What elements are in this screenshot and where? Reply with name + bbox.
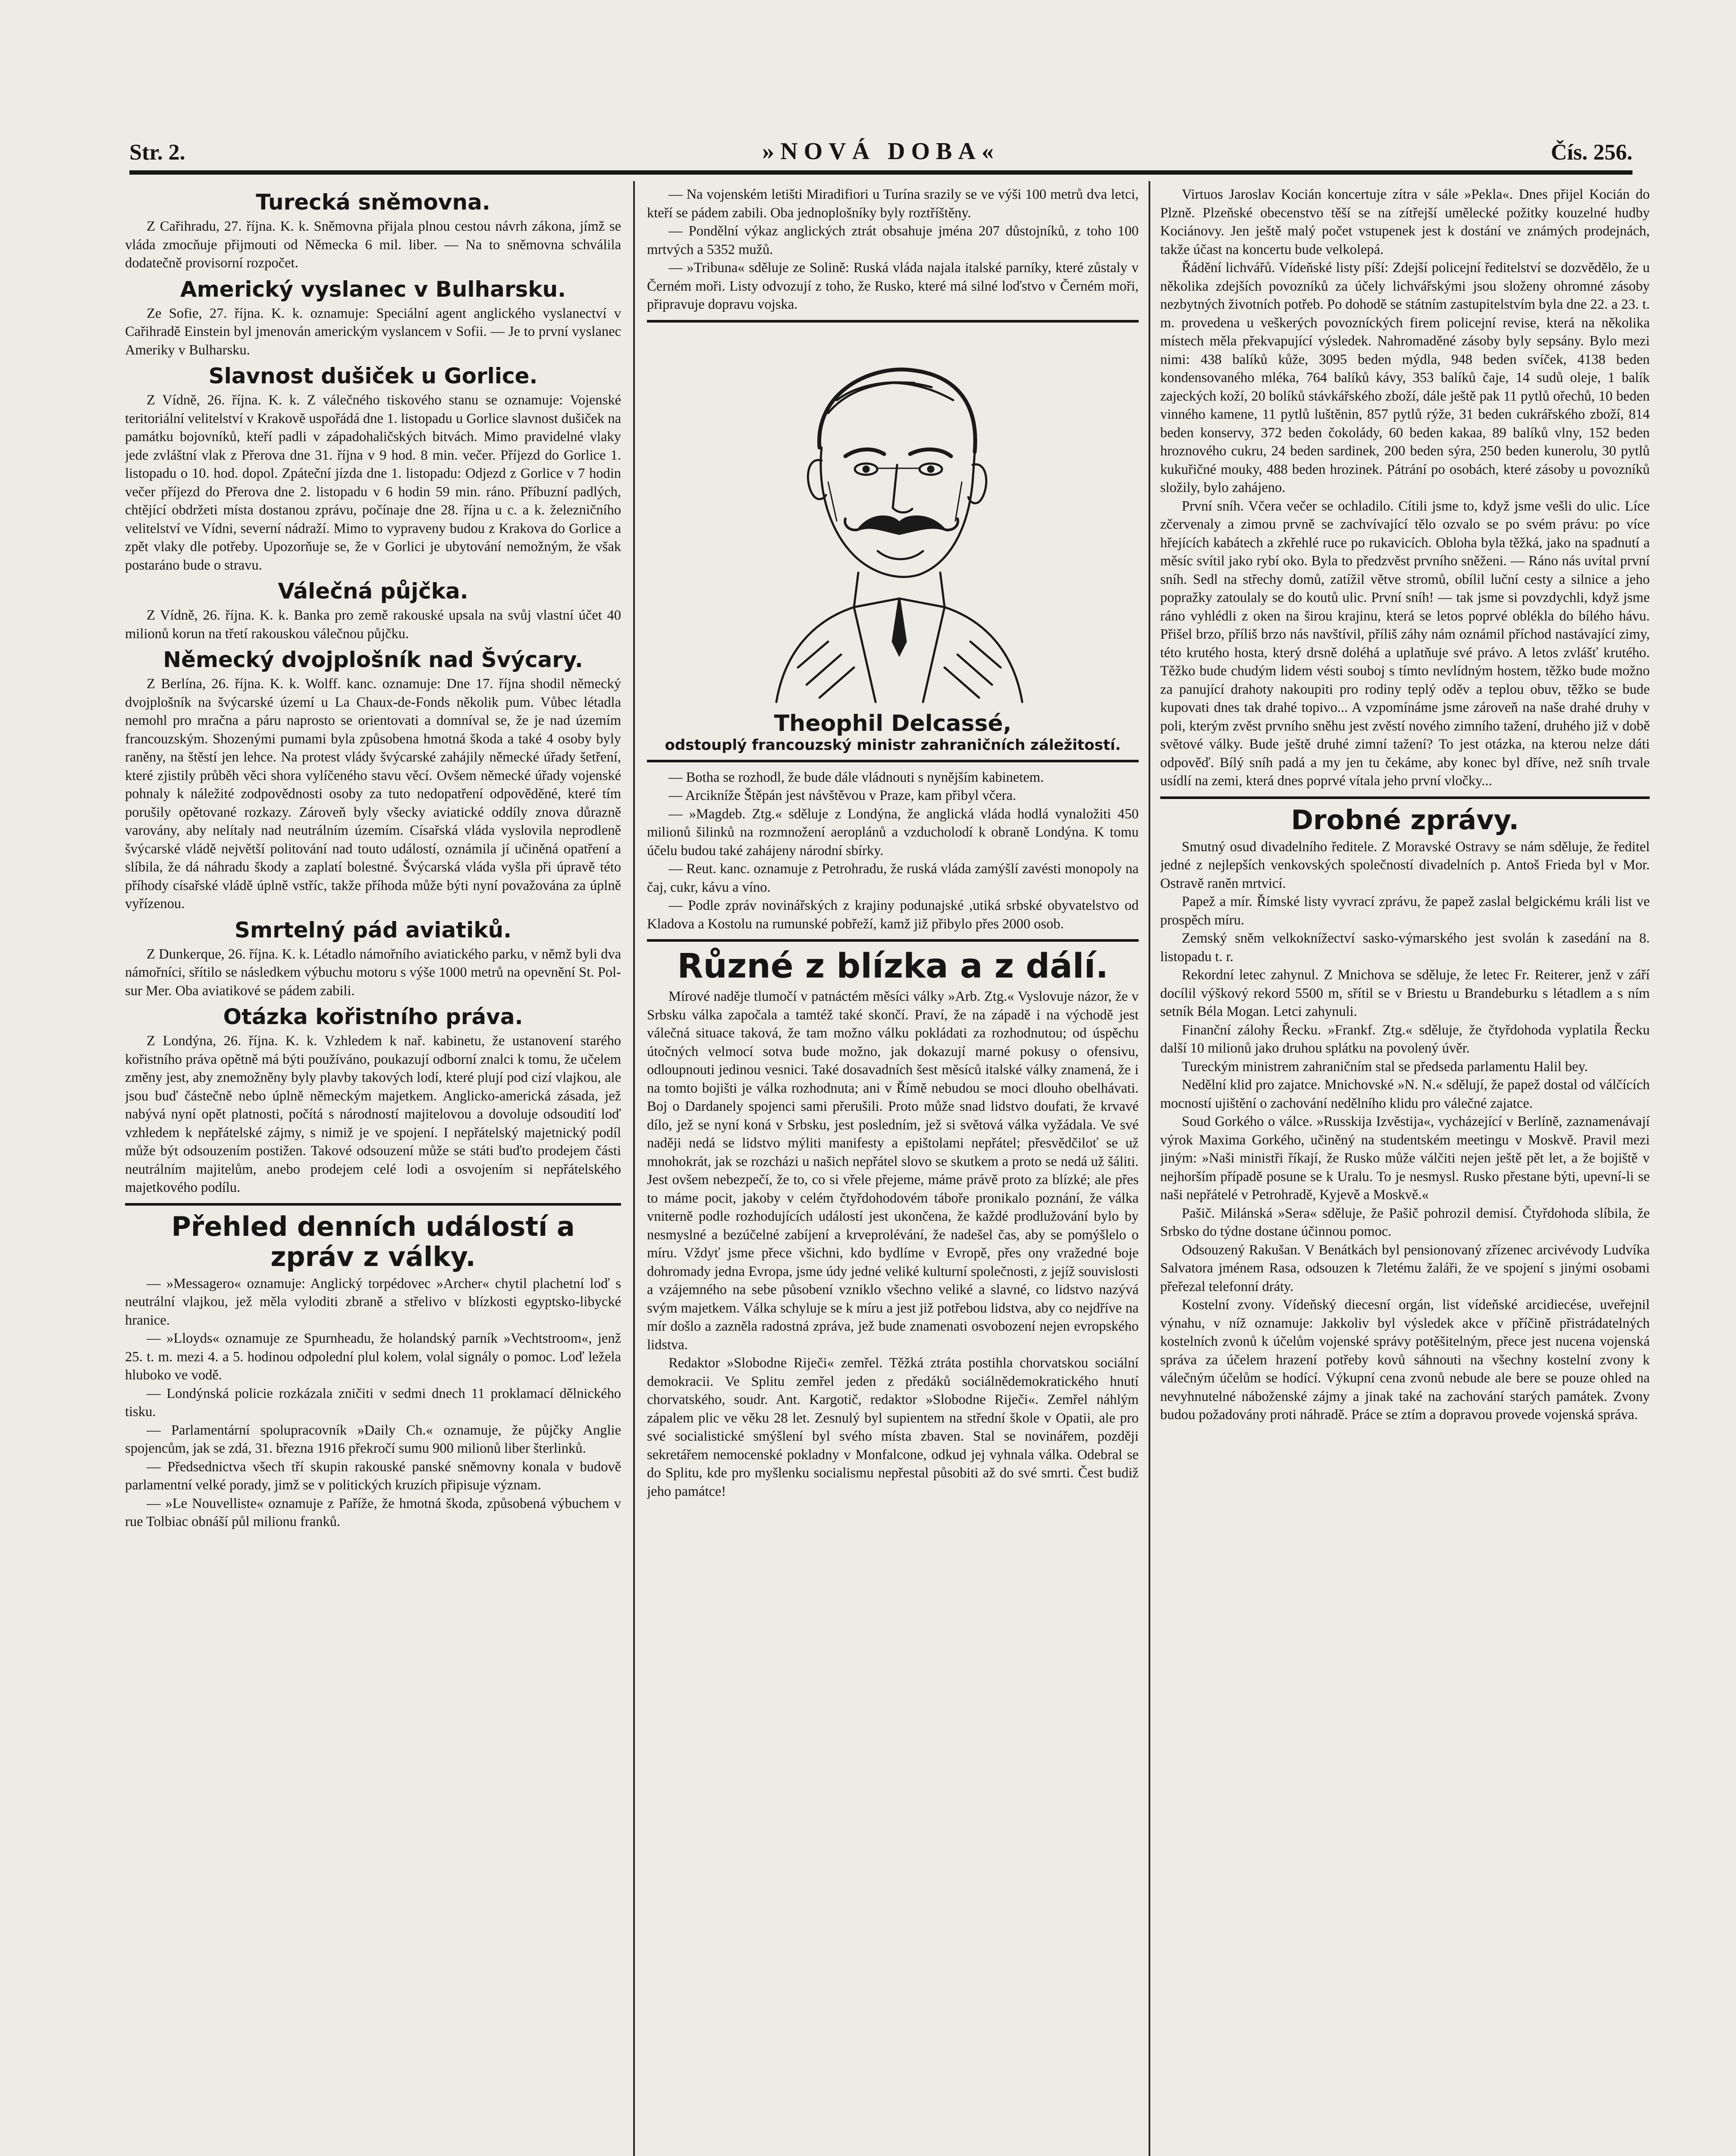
article-paragraph: Z Cařihradu, 27. října. K. k. Sněmovna přijala plnou cestou návrh zákona, jímž se vláda zmocňuje přijmouti od Německa 6 mil. liber. — Na to sněmovna schválila dodatečně provisorní rozpočet. bbox=[125, 219, 621, 271]
column-rule bbox=[633, 181, 635, 2156]
news-item: Soud Gorkého o válce. »Russkija Izvěstija«, vycházející v Berlíně, zaznamenávají výrok Maxima Gorkého, učiněný na studentském meetingu v Moskvě. Pravil mezi jiným: »Naši ministři říkají, že Rusko může válčiti nejen ještě pět let, a že bojiště v nejhorším případě posune se k Uralu. To je nesmysl. Rusko přestane býti, upevní-li se naši nepřátelé v Petrohradě, Kyjevě a Moskvě.« bbox=[1160, 1114, 1650, 1203]
article-paragraph: Ze Sofie, 27. října. K. k. oznamuje: Speciální agent anglického vyslanectví v Cařihradě Einstein byl jmenován americkým vyslancem v Sofii. — Je to první vyslanec Ameriky v Bulharsku. bbox=[125, 305, 621, 358]
news-item: Kostelní zvony. Vídeňský diecesní orgán, list vídeňské arcidiecése, uveřejnil výnahu, v níž oznamuje: Jakkoliv byl výsledek akce v příčině přistrádatelných kostelních zvonů k účelům vojenské správy potěšitelným, přece jest nucena vojenská správa za účelem hrazení potřeby kovů sáhnouti na všechny kostelní zvony k válečným účelům se hodící. Výkupní cena zvonů nebude ale bere se pouze ohled na nevyhnutelné náboženské zájmy a jinak také na zachování starých památek. Zvony budou požadovány proti náhradě. Práce se ztím a dopravou provede vojenská správa. bbox=[1160, 1297, 1650, 1423]
news-item: — »Tribuna« sděluje ze Solině: Ruská vláda najala italské parníky, které zůstaly v Černém moři. Listy odvozují z toho, že Rusko, které má silné loďstvo v Černém moři, připravuje dopravu vojska. bbox=[647, 260, 1139, 312]
section-heading: Přehled denních událostí a zpráv z války. bbox=[171, 1210, 575, 1272]
article-paragraph: Virtuos Jaroslav Kocián koncertuje zítra v sále »Pekla«. Dnes přijel Kocián do Plzně. Plzeňské obecenstvo těší se na zítřejší umělecké požitky kouzelné hudby Kociánovy. Jen ještě malý počet vstupenek jest k dostání ve známých prodejnách, takže účast na koncertu bude velkolepá. bbox=[1160, 187, 1650, 257]
news-item: — Podle zpráv novinářských z krajiny podunajské ,utiká srbské obyvatelstvo od Kladova a Kostolu na rumunské pobřeží, kamž již přibylo přes 2000 osob. bbox=[647, 898, 1139, 932]
newspaper-title: »NOVÁ DOBA« bbox=[762, 138, 1000, 165]
portrait-caption-name: Theophil Delcassé, bbox=[774, 710, 1012, 736]
article-heading: Válečná půjčka. bbox=[278, 579, 468, 604]
news-item: Smutný osud divadelního ředitele. Z Moravské Ostravy se nám sděluje, že ředitel jedné z nejlepších venkovských společností divadelních p. Antoš Frieda byl v Mor. Ostravě raněn mrtvicí. bbox=[1160, 839, 1650, 891]
news-item: Zemský sněm velkoknížectví sasko-výmarského jest svolán k zasedání na 8. listopadu t. r. bbox=[1160, 931, 1650, 965]
news-item: — »Lloyds« oznamuje ze Spurnheadu, že holandský parník »Vechtstroom«, jenž 25. t. m. mezi 4. a 5. hodinou odpolední plul kolem, volal signály o pomoc. Loď ležela hluboko ve vodě. bbox=[125, 1331, 621, 1383]
article-heading: Německý dvojplošník nad Švýcary. bbox=[163, 647, 583, 672]
article-heading: Smrtelný pád aviatiků. bbox=[234, 917, 512, 943]
article-heading: Turecká sněmovna. bbox=[256, 190, 490, 215]
section-divider bbox=[647, 939, 1139, 942]
article-paragraph: Z Londýna, 26. října. K. k. Vzhledem k nař. kabinetu, že ustanovení starého kořistního práva opětně má býti používáno, poukazují odborní znalci k tomu, že učelem změny jest, aby znemožněny byly plavby takových lodí, které plují pod cizí vlajkou, ale jsou buď částečně nebo úplně německým majetkem. Anglicko-americká zásada, jež nabývá nyní opět platnosti, počítá s národností majitelovou a dovoluje odsoudití loď vzhledem k nepřátelské zájmy, s nimiž je ve spojení. I nepřátelský majetnický podíl může být odsouzením postižen. Takové odsouzení může se státi buďto prodejem části neutrálním majitelům, anebo prodejem celé lodi a osvojením si nepřátelského majetkového podílu. bbox=[125, 1033, 621, 1195]
news-item: — Parlamentární spolupracovník »Daily Ch.« oznamuje, že půjčky Anglie spojencům, jak se zdá, 31. března 1916 překročí sumu 900 milionů liber šterlinků. bbox=[125, 1422, 621, 1456]
news-item: — Předsednictva všech tří skupin rakouské panské sněmovny konala v budově parlamentní velké porady, jimž se v politických kruzích připisuje význam. bbox=[125, 1459, 621, 1493]
article-paragraph: Z Vídně, 26. října. K. k. Z válečného tiskového stanu se oznamuje: Vojenské teritoriální velitelství v Krakově uspořádá dne 1. listopadu u Gorlice slavnost dušiček na památku bojovníků, kteří padli v západohaličských bitvách. Mimo pravidelné vlaky jede zvláštní vlak z Přerova dne 31. října v 9 hod. 8 min. večer. Příjezd do Gorlice 1. listopadu o 10. hod. dopol. Zpáteční jízda dne 1. listopadu: Odjezd z Gorlice v 7 hodin večer příjezd do Přerova dne 2. listopadu v 6 hodin 59 min. ráno. Příbuzní padlých, chtějící obdržeti místa dostanou zprávu, počínaje dne 28. října u c. a k. železničního velitelství ve Vídni, severní nádraží. Mimo to vypraveny budou z Krakova do Gorlice a zpět vlaky dle potřeby. Upozorňuje se, že v Gorlici je ubytování nemožným, že však postaráno bude o stravu. bbox=[125, 392, 621, 573]
news-item: — Na vojenském letišti Miradifiori u Turína srazily se ve výši 100 metrů dva letci, kteří se pádem zabili. Oba jednoplošníky byly roztříštěny. bbox=[647, 187, 1139, 221]
article-paragraph: Z Vídně, 26. října. K. k. Banka pro země rakouské upsala na svůj vlastní účet 40 milionů korun na třetí rakouskou válečnou půjčku. bbox=[125, 608, 621, 642]
portrait-caption: odstouplý francouzský ministr zahraničních záležitostí. bbox=[665, 736, 1121, 754]
news-item: — Reut. kanc. oznamuje z Petrohradu, že ruská vláda zamýšlí zavésti monopoly na čaj, cukr, kávu a víno. bbox=[647, 861, 1139, 895]
news-item: Papež a mír. Římské listy vyvrací zprávu, že papež zaslal belgickému králi list ve prospěch míru. bbox=[1160, 894, 1650, 928]
news-item: Pašič. Milánská »Sera« sděluje, že Pašič pohrozil demisí. Čtyřdohoda slíbila, že Srbsko do týdne dostane účinnou pomoc. bbox=[1160, 1205, 1650, 1239]
news-item: — »Le Nouvelliste« oznamuje z Paříže, že hmotná škoda, způsobená výbuchem v rue Tolbiac obnáší půl milionu franků. bbox=[125, 1495, 621, 1529]
section-heading: Různé z blízka a z dálí. bbox=[677, 947, 1108, 986]
column-3 bbox=[1160, 185, 1650, 1424]
news-item: — »Messagero« oznamuje: Anglický torpédovec »Archer« chytil plachetní loď s neutrální vlajkou, jež měla vyloditi zbraně a střelivo v blízkosti egyptsko-libycké hranice. bbox=[125, 1275, 621, 1328]
article-paragraph: Z Berlína, 26. října. K. k. Wolff. kanc. oznamuje: Dne 17. října shodil německý dvojplošník na švýcarské území u La Chaux-de-Fonds několik pum. Vůbec létadla nemohl pro mračna a páru naprosto se orientovati a domníval se, že je nad územím francouzským. Shozenými pumami byla způsobena hmotná škoda a také 4 osoby byly raněny, na štěstí jen lehce. Na protest vlády švýcarské zahájily německé úřady šetření, které zjistily průběh věci shora vylíčeného stavu věcí. Ovšem německé úřady vojenské pohnaly k náležité zodpovědnosti osoby za tuto nedopatření odpověděné, které tím porušily opětované rozkazy. Zároveň byly všecky aviatické oddíly znova důrazně varovány, aby nelítaly nad neutrálním územím. Císařská vláda vyslovila neprodleně švýcarské vládě největší politování nad touto událostí, oznámila jí učiněná opatření a slíbila, že dá náhradu škody a zaplatí bolestné. Švýcarská vláda vyšla při úpravě této příhody císařské vládě úplně vstříc, takže příhoda může býti nyní považována za úplně vyřízenou. bbox=[125, 676, 621, 912]
news-item: — Londýnská policie rozkázala zničiti v sedmi dnech 11 proklamací dělnického tisku. bbox=[125, 1385, 621, 1420]
page-number: Str. 2. bbox=[129, 140, 185, 165]
news-item: — Botha se rozhodl, že bude dále vládnouti s nynějším kabinetem. bbox=[669, 769, 1044, 785]
column-2 bbox=[647, 185, 1139, 1501]
article-paragraph: Řádění lichvářů. Vídeňské listy píší: Zdejší policejní ředitelství se dozvědělo, že u několika zdejších povozníků za účely lichvářskými jsou složeny ohromné zásoby nezbytných životních potřeb. Po dohodě se státním zastupitelstvím byla dne 22. a 23. t. m. provedena u veškerých povozníckých firem policejní revise, která na několika místech měla překvapující výsledek. Nahromaděné zásoby byly sepsány. Bylo mezi nimi: 438 balíků kůže, 3095 beden mýdla, 948 beden svíček, 4138 beden kondensovaného mléka, 764 balíků kávy, 353 balíků čaje, 14 sudů oleje, 1 balík zajeckých koží, 20 bolíků stávkářského zboží, dále ještě pak 11 pytlů ořechů, 10 beden vinného kamene, 11 pytlů luštěnin, 857 pytlů rýže, 31 beden cukrářského zboží, 814 beden konservy, 372 beden čokolády, 60 beden kakaa, 89 balíků vlny, 152 beden hroznového cukru, 24 beden sardinek, 200 beden sýra, 250 beden kunerolu, 30 pytlů kukuřičné mouky, 488 beden hrozinek. Pátrání po osobách, které zásoby u povozníků složily, bylo zahájeno. bbox=[1160, 260, 1650, 495]
news-item: Tureckým ministrem zahraničním stal se předseda parlamentu Halil bey. bbox=[1182, 1059, 1588, 1075]
news-item: — »Magdeb. Ztg.« sděluje z Londýna, že anglická vláda hodlá vynaložiti 450 milionů šilinků na rozmnožení aeroplánů a vzducholodí k obraně Londýna. K tomu účelu budou také zahájeny národní sbírky. bbox=[647, 806, 1139, 859]
portrait-illustration bbox=[729, 340, 1057, 706]
article-heading: Slavnost dušiček u Gorlice. bbox=[208, 364, 538, 389]
section-divider bbox=[647, 760, 1139, 762]
column-1 bbox=[125, 185, 621, 1531]
section-heading: Drobné zprávy. bbox=[1291, 804, 1519, 836]
issue-number: Čís. 256. bbox=[1551, 140, 1632, 165]
section-divider bbox=[1160, 796, 1650, 799]
column-rule bbox=[1149, 181, 1150, 2156]
page-header bbox=[129, 123, 1632, 175]
news-item: Rekordní letec zahynul. Z Mnichova se sděluje, že letec Fr. Reiterer, jenž v září docílil výškový rekord 5500 m, sřítil se v Briestu u Brandeburku s létadlem a s ním setník Béla Mogan. Letci zahynuli. bbox=[1160, 967, 1650, 1019]
article-paragraph: Redaktor »Slobodne Riječi« zemřel. Těžká ztráta postihla chorvatskou sociální demokracii. Ve Splitu zemřel jeden z předáků sociálnědemokratického hnutí chorvatského, soudr. Ant. Kargotič, redaktor »Slobodne Riječi«. Zemřel náhlým zápalem plic ve věku 28 let. Zesnulý byl supientem na střední škole v Opatii, ale pro své socialistické smýšlení byl svého místa zbaven. Stal se novinářem, později sekretářem nemocenské pokladny v Monfalcone, odkud jej vyhnala válka. Odebral se do Splitu, kde pro myšlenku socialismu nepřestal působiti až do své smrti. Čest budiž jeho památce! bbox=[647, 1355, 1139, 1499]
section-divider bbox=[647, 320, 1139, 323]
news-item: Nedělní klid pro zajatce. Mnichovské »N. N.« sdělují, že papež dostal od válčících mocností ujištění o zachování nedělního klidu pro válečné zajatce. bbox=[1160, 1077, 1650, 1111]
article-paragraph: První sníh. Včera večer se ochladilo. Cítili jsme to, když jsme vešli do ulic. Líce zčervenaly a zimou prvně se zachvívající tělo ozvalo se po svém právu: po více hřejících kabátech a zkřehlé ruce po rukavicích. Obloha byla těžká, jako na spadnutí a měsíc svítil jako rybí oko. Byla to předzvěst prvního sněženi. — Ráno nás uvítal první sníh. Sedl na střechy domů, zatížil větve stromů, obílil luční cesty a silnice a jeho popražky zatoulaly se do koutů ulic. První sníh! — tak jsme si povzdychli, když jsme ráno vyhlédli z oken na širou krajinu, která se letos poprvé oblékla do bílého hávu. Přišel brzo, příliš brzo nás navštívil, příliš záhy nám oznámil příchod nastávající zimy, této krutého hosta, který drsně doléhá a uplatňuje své právo. A letos zvlášť krutého. Těžko bude chudým lidem vésti souboj s tímto nevlídným hostem, těžko bude možno za panující drahoty nakoupiti pro rodiny teplý oděv a teplou obuv, těžko se bude kupovati dnes tak drahé topivo... A vzpomínáme jsme zároveň na naše drahé druhy v poli, kterým zvěst prvního sněhu jest zvěstí nového zimního tažení, druhého již v době světové války. Bude ještě druhé zimní tažení? To jest otázka, na kterou nelze dáti odpověď. Bílý sníh padá a my jen tu čekáme, aby konec byl dříve, než sníh trvale usídlí na zemi, která dnes poprvé vítala jeho první vločky... bbox=[1160, 498, 1650, 789]
section-divider bbox=[125, 1203, 621, 1206]
news-item: Odsouzený Rakušan. V Benátkách byl pensionovaný zřízenec arcivévody Ludvíka Salvatora jménem Rasa, odsouzen k 7letému žaláři, že ve spojení s jinými osobami přeřezal telefonní dráty. bbox=[1160, 1242, 1650, 1294]
article-paragraph: Z Dunkerque, 26. října. K. k. Létadlo námořního aviatického parku, v němž byli dva námořníci, sřítilo se následkem výbuchu motoru s výše 1000 metrů na opevnění St. Pol-sur Mer. Oba aviatikové se pádem zabili. bbox=[125, 946, 621, 999]
article-heading: Americký vyslanec v Bulharsku. bbox=[180, 276, 566, 302]
article-paragraph: Mírové naděje tlumočí v patnáctém měsíci války »Arb. Ztg.« Vyslovuje názor, že v Srbsku válka započala a tamtéž také skončí. Praví, že na západě i na východě jest válečná situace taková, že tam možno válku pokládati za rozhodnutou; od úspěchu útočných velmocí sotva bude možno, jak dokazují marné pokusy o ofensivu, odloupnouti jedinou vesnici. Také dosavadních šest měsíců italské války znamená, že i na tomto bojišti je válka rozhodnuta; ani v Římě nebudou se moci dlouho obelhávati. Boj o Dardanely spojenci sami přerušili. Proto může snad lidstvo doufati, že krvavé dílo, jež se nyní koná v Srbsku, jest posledním, jež si světová válka vyžádala. Ve své naději nedá se lidstvo mýliti manifesty a epištolami nepřátel; přesvědčiloť se už mnohokrát, jak se rozcházi u našich nepřátel slovo se skutkem a proto se nedá už šáliti. Jest ovšem nebezpečí, že to, co si vřele přejeme, máme právě proto za blízké; ale přes to máme pocit, jakoby v celém čtyřdohodovém táboře pronikalo poznání, že válka vniterně podle rozhodujících událostí jest ukončena, že každé prodlužování bylo by nesmyslné a bezúčelné zabíjení a krveprolévání, že nadešel čas, aby se pomýšlelo o míru. Vždyť jsme přece všichni, kdo bydlíme v Evropě, přes ony vražedné boje dohromady jedna Evropa, jsme údy jedné veliké kulturní společnosti, z jejíž souvislosti a vzájemného na sebe působení vzniklo všechno veliké a slavné, co lidstvo nazývá svým majetkem. Válka schyluje se k míru a jest již potřebou lidstva, aby co nejdříve na mír došlo a zazněla radostná zpráva, jež bude znamenati osvobození nejen evropského lidstva. bbox=[647, 989, 1139, 1353]
news-item: — Pondělní výkaz anglických ztrát obsahuje jména 207 důstojníků, z toho 100 mrtvých a 5352 mužů. bbox=[647, 223, 1139, 257]
article-heading: Otázka kořistního práva. bbox=[223, 1004, 523, 1029]
news-item: — Arcikníže Štěpán jest návštěvou v Praze, kam přibyl včera. bbox=[669, 788, 1016, 803]
news-item: Finanční zálohy Řecku. »Frankf. Ztg.« sděluje, že čtyřdohoda vyplatila Řecku další 10 milionů jako druhou splátku na povolený úvěr. bbox=[1160, 1022, 1650, 1056]
